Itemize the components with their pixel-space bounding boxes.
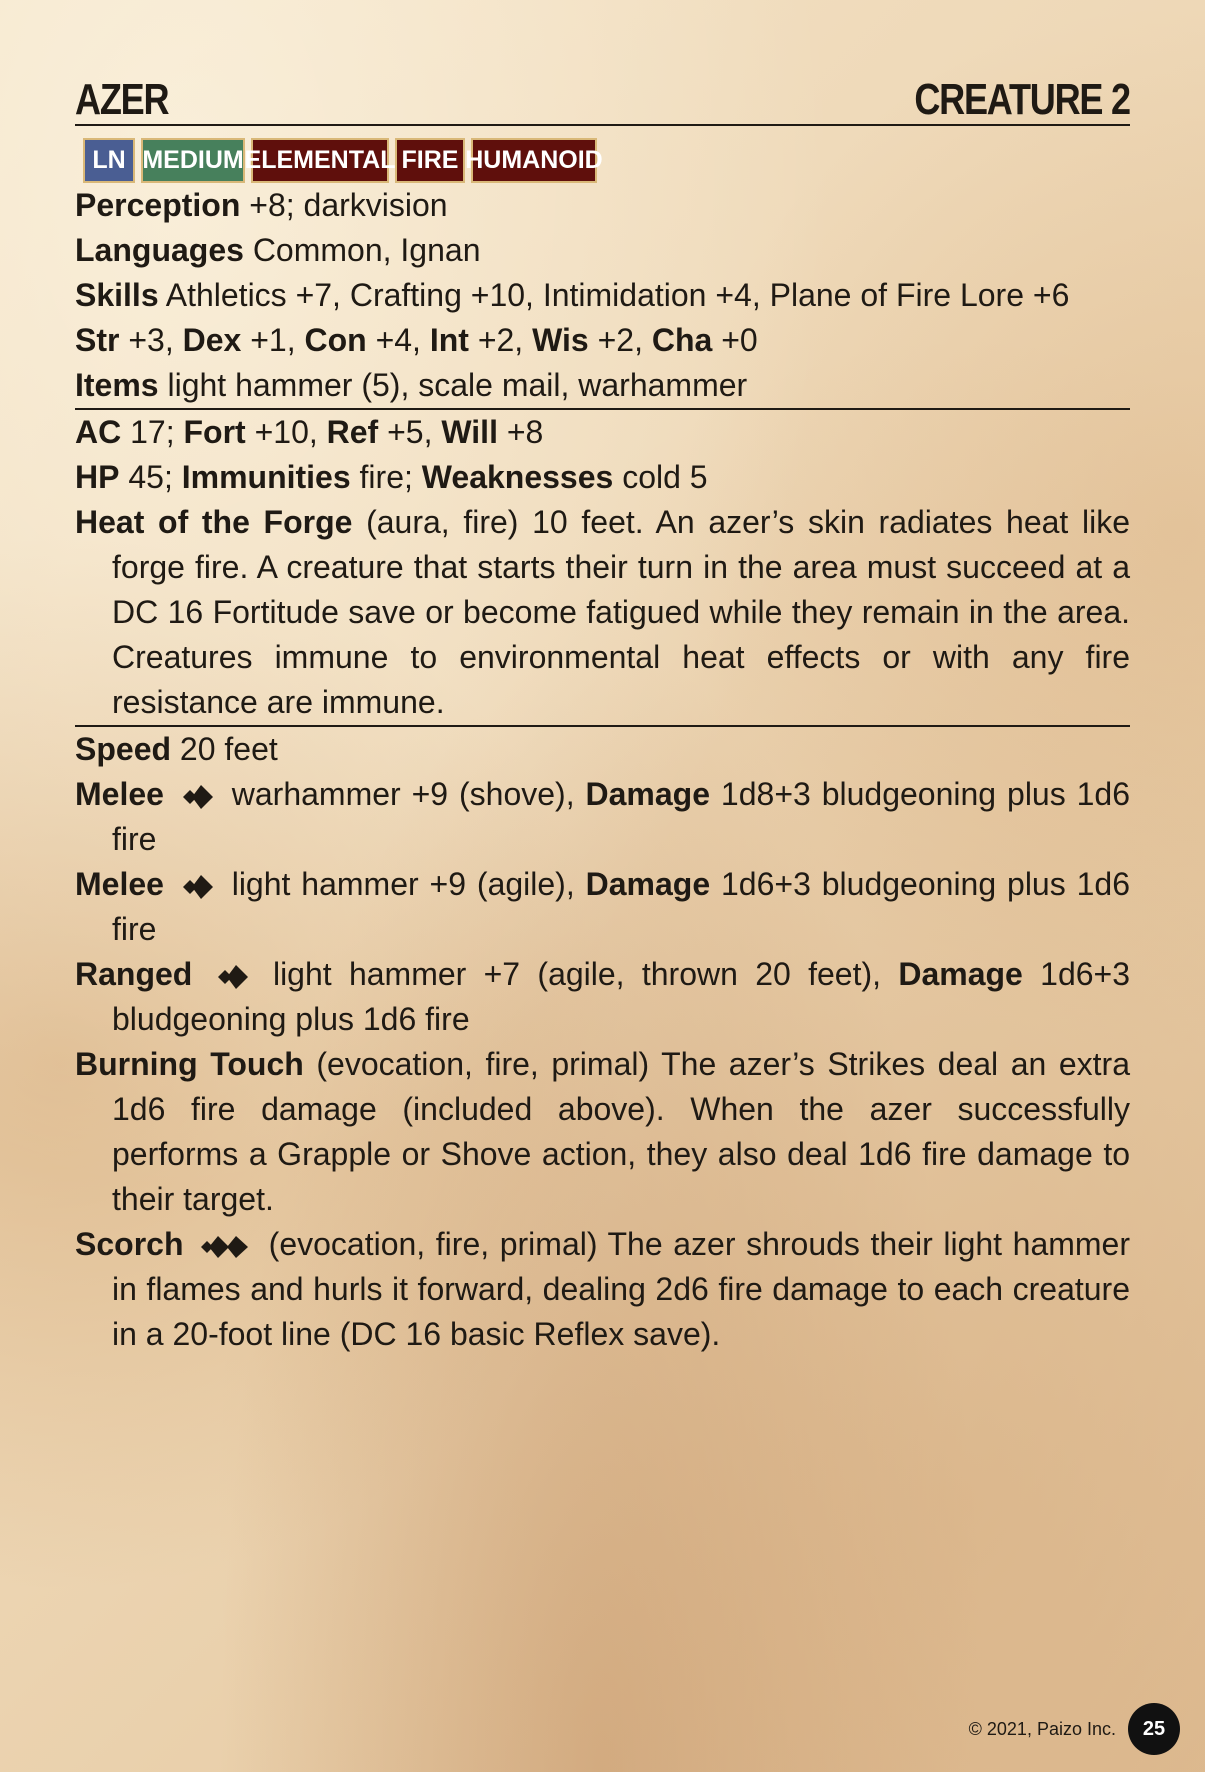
scorch-label: Scorch: [75, 1226, 184, 1262]
heat-of-the-forge-text: (aura, fire) 10 feet. An azer’s skin radiates heat like forge fire. A creature that starts their turn in the area must succeed at a DC 16 Fortitude save or become fatigued while they remain in the area. Creatures immune to environmental heat effects or with any fire resistance are immune.: [112, 504, 1131, 720]
cha-value: +0: [712, 322, 758, 358]
copyright-notice: © 2021, Paizo Inc.: [968, 1718, 1116, 1739]
trait-fire: FIRE: [395, 138, 465, 183]
trait-list: [83, 138, 1130, 183]
ref-value: +5,: [378, 414, 442, 450]
dex-value: +1,: [241, 322, 305, 358]
perception-line: [75, 183, 1130, 228]
melee-attack-text: warhammer +9 (shove),: [220, 776, 586, 812]
ac-label: AC: [75, 414, 122, 450]
items-label: Items: [75, 367, 159, 403]
one-action-icon: [179, 781, 217, 813]
immunities-value: fire;: [350, 459, 422, 495]
trait-size: MEDIUM: [141, 138, 245, 183]
skills-value: Athletics +7, Crafting +10, Intimidation +4, Plane of Fire Lore +6: [158, 277, 1070, 313]
wis-value: +2,: [588, 322, 652, 358]
int-label: Int: [429, 322, 469, 358]
melee-label: Melee: [75, 866, 164, 902]
defenses-line: [75, 410, 1130, 455]
scorch-ability: [75, 1222, 1130, 1357]
trait-humanoid: HUMANOID: [471, 138, 597, 183]
ability-scores-line: [75, 318, 1130, 363]
damage-value: 1d8+3 bludgeoning plus 1d6 fire: [112, 776, 1131, 857]
speed-label: Speed: [75, 731, 172, 767]
languages-line: [75, 228, 1130, 273]
creature-name: AZER: [75, 75, 169, 124]
trait-elemental: ELEMENTAL: [251, 138, 389, 183]
int-value: +2,: [468, 322, 533, 358]
ranged-attack-text: light hammer +7 (agile, thrown 20 feet),: [255, 956, 899, 992]
items-line: [75, 363, 1130, 408]
damage-label: Damage: [898, 956, 1023, 992]
fort-value: +10,: [245, 414, 327, 450]
heat-of-the-forge-label: Heat of the Forge: [75, 504, 353, 540]
str-value: +3,: [119, 322, 183, 358]
one-action-icon: [214, 961, 252, 993]
perception-label: Perception: [75, 187, 241, 223]
melee-light-hammer-strike: [75, 862, 1130, 952]
cha-label: Cha: [651, 322, 713, 358]
burning-touch-ability: [75, 1042, 1130, 1222]
stat-block-header: [75, 66, 1130, 126]
damage-label: Damage: [585, 776, 711, 812]
ref-label: Ref: [326, 414, 379, 450]
melee-label: Melee: [75, 776, 164, 812]
perception-value: +8; darkvision: [240, 187, 448, 223]
ac-value: 17;: [121, 414, 184, 450]
burning-touch-label: Burning Touch: [75, 1046, 304, 1082]
speed-value: 20 feet: [171, 731, 278, 767]
ranged-light-hammer-strike: [75, 952, 1130, 1042]
will-value: +8: [497, 414, 544, 450]
str-label: Str: [75, 322, 120, 358]
offense-section: [75, 727, 1130, 1357]
weaknesses-label: Weaknesses: [421, 459, 614, 495]
trait-alignment: LN: [83, 138, 135, 183]
immunities-label: Immunities: [181, 459, 351, 495]
burning-touch-text: (evocation, fire, primal) The azer’s Strikes deal an extra 1d6 fire damage (included above). When the azer successfully performs a Grapple or Shove action, they also deal 1d6 fire damage to their target.: [112, 1046, 1131, 1217]
page-number: 25: [1128, 1703, 1180, 1755]
hp-line: [75, 455, 1130, 500]
damage-value: 1d6+3 bludgeoning plus 1d6 fire: [112, 956, 1131, 1037]
creature-level: CREATURE 2: [914, 75, 1130, 124]
dex-label: Dex: [182, 322, 242, 358]
will-label: Will: [441, 414, 498, 450]
con-label: Con: [304, 322, 367, 358]
stat-block: [75, 66, 1130, 1357]
weaknesses-value: cold 5: [613, 459, 708, 495]
skills-line: [75, 273, 1130, 318]
hp-label: HP: [75, 459, 120, 495]
ranged-label: Ranged: [75, 956, 193, 992]
languages-value: Common, Ignan: [243, 232, 481, 268]
items-value: light hammer (5), scale mail, warhammer: [158, 367, 748, 403]
page-footer: [969, 1703, 1180, 1755]
wis-label: Wis: [532, 322, 589, 358]
heat-of-the-forge-ability: [75, 500, 1130, 725]
damage-value: 1d6+3 bludgeoning plus 1d6 fire: [112, 866, 1131, 947]
speed-line: [75, 727, 1130, 772]
languages-label: Languages: [75, 232, 244, 268]
defense-section: [75, 410, 1130, 725]
damage-label: Damage: [585, 866, 711, 902]
melee-attack-text: light hammer +9 (agile),: [220, 866, 586, 902]
fort-label: Fort: [183, 414, 246, 450]
con-value: +4,: [366, 322, 430, 358]
hp-value: 45;: [119, 459, 182, 495]
skills-label: Skills: [75, 277, 159, 313]
stats-section: [75, 183, 1130, 408]
one-action-icon: [179, 871, 217, 903]
melee-warhammer-strike: [75, 772, 1130, 862]
two-action-icon: [198, 1231, 254, 1263]
scorch-text: (evocation, fire, primal) The azer shrouds their light hammer in flames and hurls it forward, dealing 2d6 fire damage to each creature in a 20-foot line (DC 16 basic Reflex save).: [112, 1226, 1131, 1352]
